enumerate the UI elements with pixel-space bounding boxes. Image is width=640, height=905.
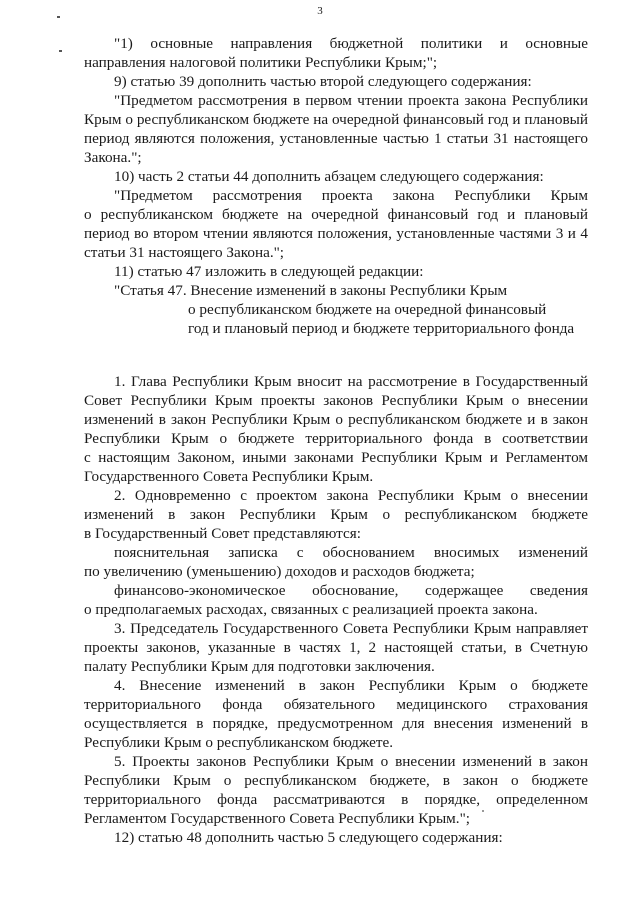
text-line: осуществляется в порядке, предусмотренном для внесения изменений в [84,715,588,732]
text-line: год и плановый период и бюджете территориального фонда [188,320,575,337]
text-line: территориального фонда рассматриваются в порядке, определенном [84,791,588,808]
text-line: период во втором чтении являются положения, установленные частями 3 и 4 [84,225,588,242]
text-line: Республики Крым о республиканском бюджете, в закон о бюджете [84,772,588,789]
text-line: Закона."; [84,149,142,166]
text-line: о предполагаемых расходах, связанных с реализацией проекта закона. [84,601,538,618]
text-line: проекты законов, указанные в частях 1, 2 настоящей статьи, в Счетную [84,639,588,656]
text-line: Республики Крым о бюджете территориального фонда в соответствии [84,430,588,447]
text-line: изменений в закон Республики Крым о республиканском бюджете и в закон [84,411,588,428]
text-line: 2. Одновременно с проектом закона Республики Крым о внесении [114,487,588,504]
text-line: 5. Проекты законов Республики Крым о внесении изменений в закон [114,753,588,770]
text-line: Республики Крым о республиканском бюджете. [84,734,394,751]
text-line: 4. Внесение изменений в закон Республики Крым о бюджете [114,677,588,694]
text-line: "1) основные направления бюджетной политики и основные [114,35,588,52]
scan-mark [57,16,60,18]
text-line: финансово-экономическое обоснование, содержащее сведения [114,582,588,599]
text-line: Совет Республики Крым проекты законов Республики Крым о внесении [84,392,588,409]
text-line: о республиканском бюджете на очередной финансовый [188,301,547,318]
blank-spacer [84,338,588,372]
text-line: территориального фонда обязательного медицинского страхования [84,696,588,713]
text-line: период являются положения, установленные частью 1 статьи 31 настоящего [84,130,588,147]
text-line: палату Республики Крым для подготовки заключения. [84,658,435,675]
text-line: в Государственный Совет представляются: [84,525,361,542]
text-line: 10) часть 2 статьи 44 дополнить абзацем следующего содержания: [114,168,544,185]
text-line: 3. Председатель Государственного Совета Республики Крым направляет [114,620,588,637]
document-body [84,34,588,847]
scan-mark [59,50,62,52]
text-line: о республиканском бюджете на очередной финансовый год и плановый [84,206,588,223]
text-line: статьи 31 настоящего Закона."; [84,244,285,261]
text-line: направления налоговой политики Республики Крым;"; [84,54,438,71]
text-line: Регламентом Государственного Совета Республики Крым."; [84,810,470,827]
text-line: 9) статью 39 дополнить частью второй следующего содержания: [114,73,532,90]
text-line: изменений в закон Республики Крым о республиканском бюджете [84,506,588,523]
text-line: по увеличению (уменьшению) доходов и расходов бюджета; [84,563,475,580]
text-line: Государственного Совета Республики Крым. [84,468,374,485]
text-line: Крым о республиканском бюджете на очередной финансовый год и плановый [84,111,588,128]
text-line: 12) статью 48 дополнить частью 5 следующего содержания: [114,829,503,846]
text-line: 11) статью 47 изложить в следующей редакции: [114,263,424,280]
text-line: "Предметом рассмотрения проекта закона Республики Крым [114,187,588,204]
text-line: 1. Глава Республики Крым вносит на рассмотрение в Государственный [114,373,588,390]
text-line: с настоящим Законом, иными законами Республики Крым и Регламентом [84,449,588,466]
text-line: пояснительная записка с обоснованием вносимых изменений [114,544,588,561]
text-line: "Предметом рассмотрения в первом чтении проекта закона Республики [114,92,588,109]
page-number: 3 [317,5,323,17]
text-line: "Статья 47. Внесение изменений в законы Республики Крым [114,282,508,299]
